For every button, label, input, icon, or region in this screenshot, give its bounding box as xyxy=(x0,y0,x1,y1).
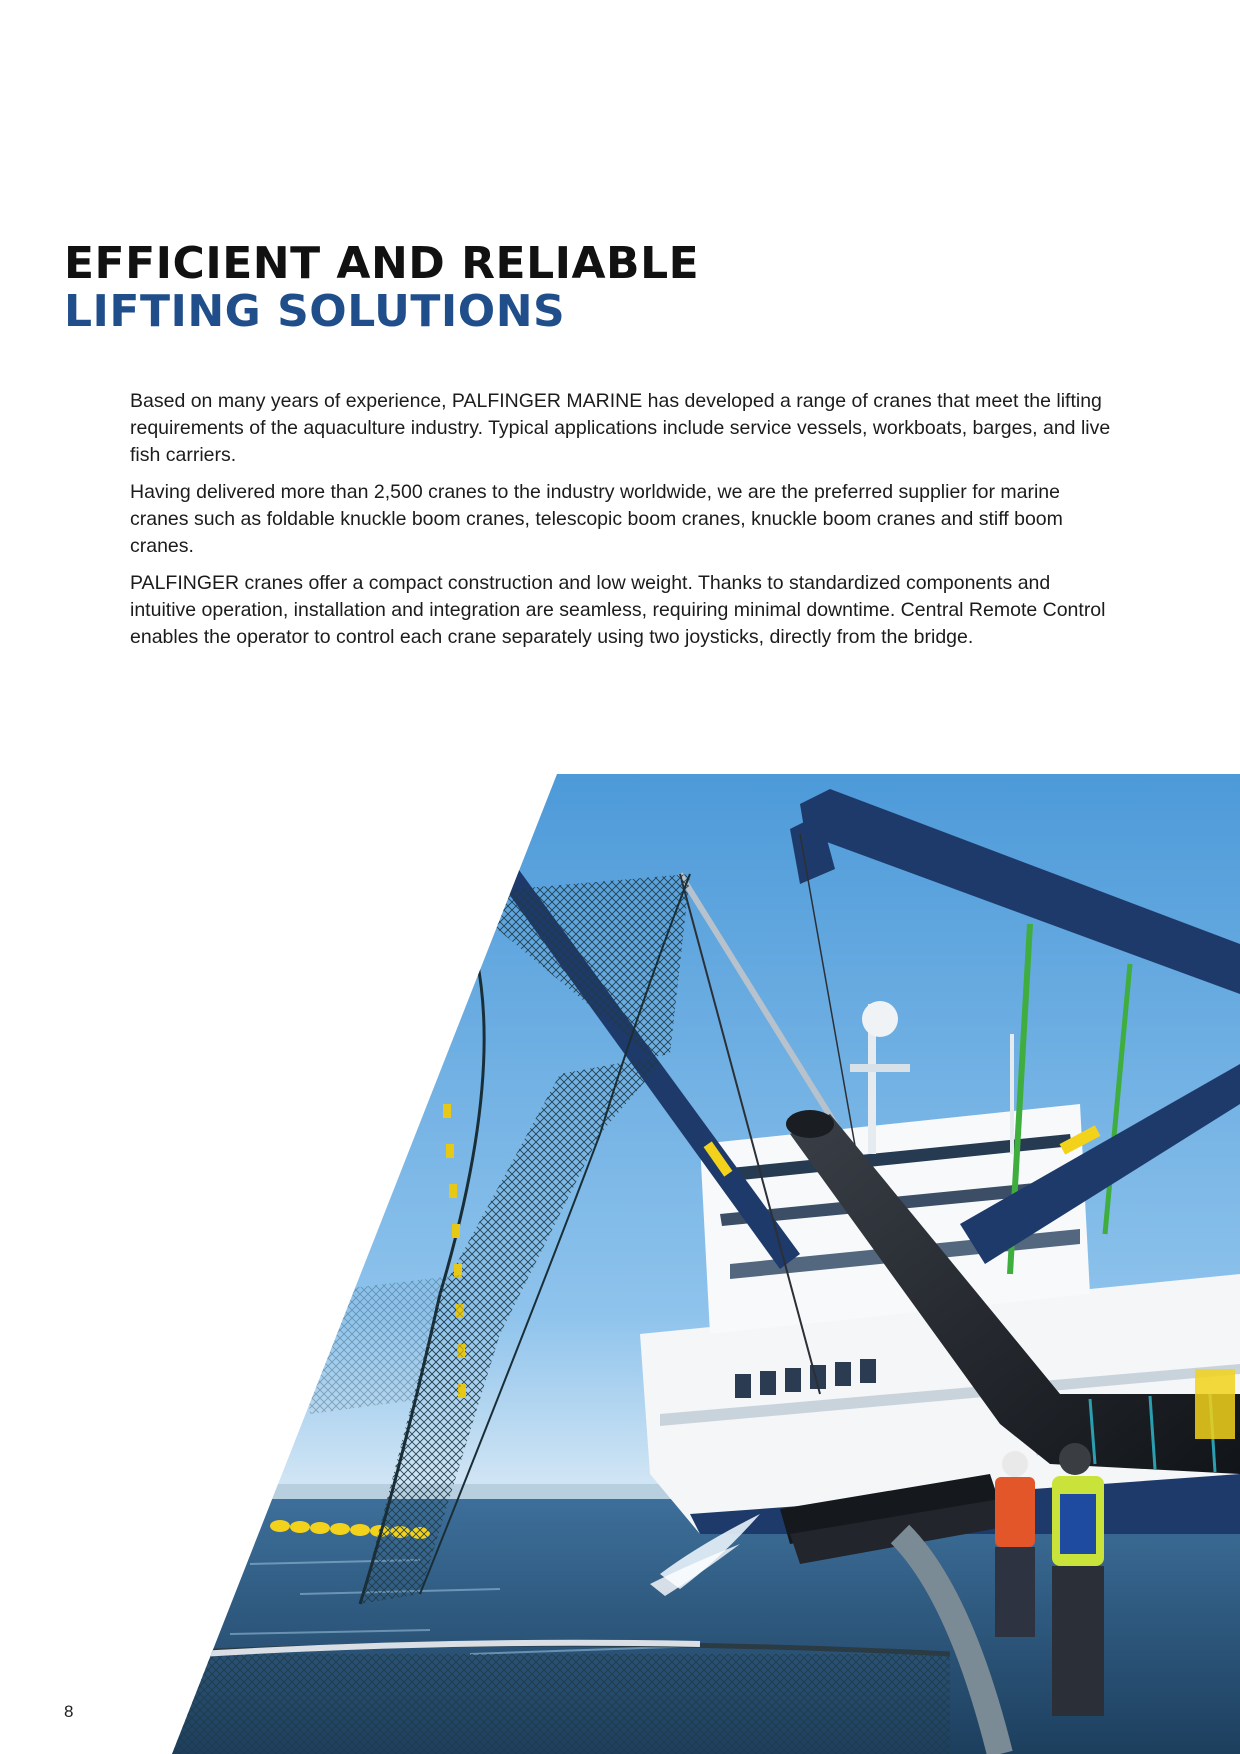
paragraph-2: Having delivered more than 2,500 cranes to the industry worldwide, we are the preferred supplier for marine cranes such as foldable knuckle boom cranes, telescopic boom cranes, knuckle boom cranes and stiff boom cranes. xyxy=(130,481,1063,557)
page-title xyxy=(64,240,699,336)
paragraph-3: PALFINGER cranes offer a compact construction and low weight. Thanks to standardized components and intuitive operation, installation and integration are seamless, requiring minimal downtime. Central Remote Control enables the operator to control each crane separately using two joysticks, directly from the bridge. xyxy=(130,572,1106,648)
title-line-1: EFFICIENT AND RELIABLE xyxy=(64,238,700,289)
body-text xyxy=(130,388,1120,661)
title-line-2: LIFTING SOLUTIONS xyxy=(64,286,566,337)
aquaculture-crane-photo xyxy=(0,774,1240,1754)
page-number: 8 xyxy=(64,1702,74,1721)
paragraph-1: Based on many years of experience, PALFINGER MARINE has developed a range of cranes that meet the lifting requirements of the aquaculture industry. Typical applications include service vessels, workboats, barges, and live fish carriers. xyxy=(130,390,1111,466)
